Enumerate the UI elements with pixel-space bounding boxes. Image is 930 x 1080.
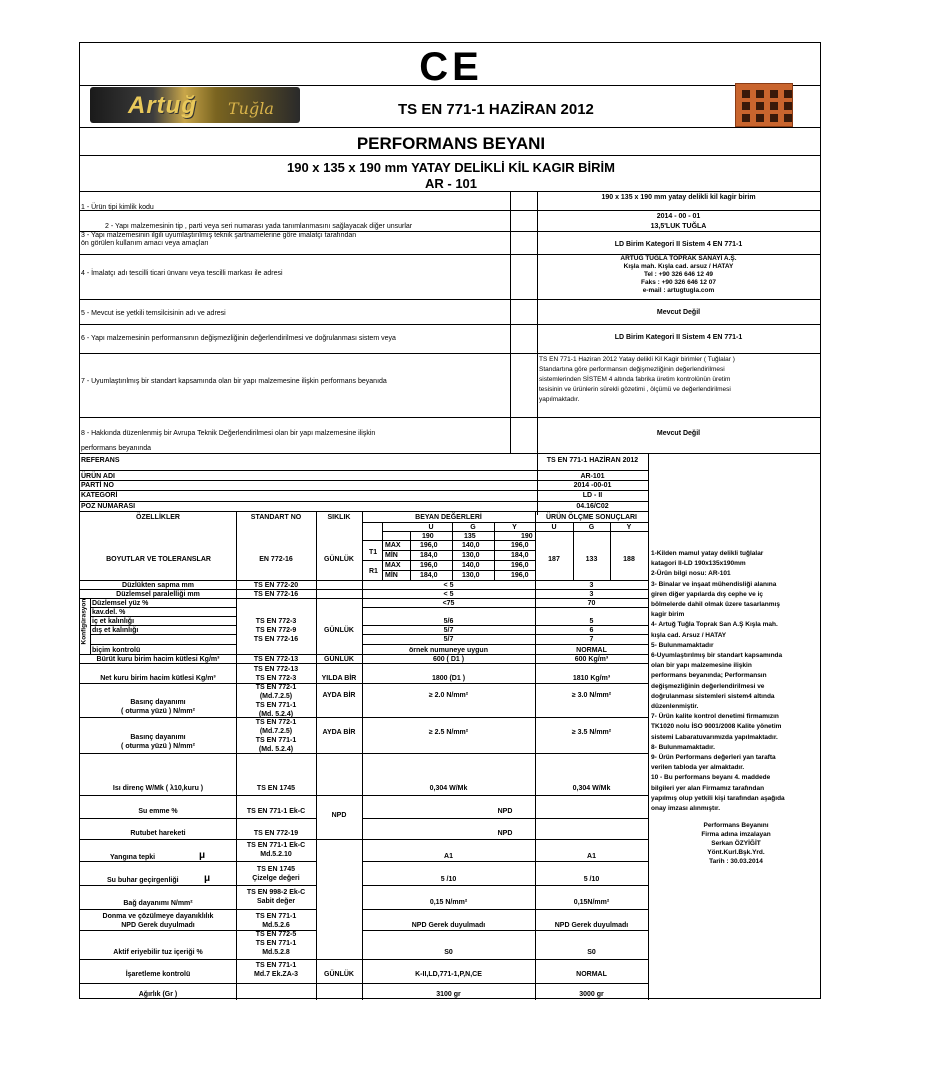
konf-std-line: TS EN 772-3: [255, 618, 297, 625]
page-title: PERFORMANS BEYANI: [356, 134, 546, 153]
item-1-value: 190 x 135 x 190 mm yatay delikli kil kagir birim: [601, 194, 756, 201]
donma-std1: TS EN 771-1: [255, 913, 297, 920]
logo-sub: Tuğla: [228, 99, 274, 118]
note-line: olan bir yapı malzemesine ilişkin: [651, 662, 752, 670]
t1-label: T1: [369, 549, 378, 556]
notes: [651, 549, 821, 814]
note-line: 4- Artuğ Tuğla Toprak San A.Ş Kışla mah.: [651, 621, 778, 629]
tuz-std: [236, 930, 316, 957]
konf-label: Düzlemsel yüz %: [92, 600, 149, 607]
t1-min-u: 184,0: [420, 552, 438, 559]
standard-title: TS EN 771-1 HAZİRAN 2012: [398, 101, 594, 118]
isi-std: TS EN 1745: [256, 785, 296, 792]
r1-max-u: 196,0: [420, 562, 438, 569]
isaret-olcum: NORMAL: [576, 971, 607, 978]
bag-std2: Sabit değer: [256, 898, 296, 905]
isaret-freq: GÜNLÜK: [324, 971, 354, 978]
konf-olcum: 70: [587, 600, 596, 607]
yangin-std2: Md.5.2.10: [260, 851, 292, 858]
item-7-line: tesisinin ve ürünlerin sürekli gözetimi , ölçümü ve değerlendirilmesi: [539, 386, 731, 393]
col-y: Y: [626, 524, 632, 531]
brut-beyan: 600 ( D1 ): [432, 656, 465, 663]
isaret-label: İşaretleme kontrolü: [125, 971, 191, 978]
nominal-y: 190: [521, 533, 533, 540]
basinc2-std-line: (Md.7.2.5): [259, 728, 293, 735]
ref-value: 2014 -00-01: [573, 482, 612, 489]
rutubet-beyan: NPD: [497, 830, 513, 837]
basinc1-std: [236, 683, 316, 719]
signature-line: Firma adına imzalayan: [701, 831, 771, 838]
agirlik-label: Ağırlık (Gr ): [138, 991, 178, 998]
note-line: doğrulanması sistemleri sistem4 altında: [651, 692, 775, 700]
bag-std1: TS EN 998-2 Ek-C: [246, 889, 306, 896]
konf-beyan: örnek numuneye uygun: [409, 647, 488, 654]
net-beyan: 1800 (D1 ): [431, 675, 466, 682]
address-line: e-mail : artugtugla.com: [642, 287, 715, 294]
isaret-std1: TS EN 771-1: [255, 962, 297, 969]
t1-max-label: MAX: [385, 542, 401, 549]
paralel-olcum: 3: [589, 591, 594, 598]
mu-icon: μ: [199, 850, 206, 861]
r1-min-label: MİN: [385, 572, 398, 579]
address-line: Kışla mah. Kışla cad. arsuz / HATAY: [623, 263, 734, 270]
brut-olcum: 600 Kg/m³: [574, 656, 609, 663]
item-5-label: 5 - Mevcut ise yetkili temsilcisinin adı ve adresi: [81, 310, 226, 317]
note-line: bölmelerde dahil olmak üzere tasarlanmış: [651, 601, 780, 609]
signature-line: Performans Beyanını: [703, 822, 769, 829]
address-line: Tel : +90 326 646 12 49: [643, 271, 714, 278]
item-7-line: yapılmaktadır.: [539, 396, 580, 403]
tuz-std-line: TS EN 771-1: [255, 940, 297, 947]
su-freq: NPD: [331, 812, 347, 819]
t1-max-g: 140,0: [462, 542, 480, 549]
donma-label1: Donma ve çözülmeye dayanıklılık: [102, 913, 214, 920]
basinc1-beyan: ≥ 2.0 N/mm²: [428, 692, 469, 699]
konf-beyan: 5/6: [443, 618, 454, 625]
basinc1-std-line: TS EN 772-1: [255, 684, 297, 691]
item-3-label1: 3 - Yapı malzemesinin ilgili uyumlaştırılmış teknik şartnamelerine göre imalatçı tarafından: [81, 232, 357, 239]
yangin-std1: TS EN 771-1 Ek-C: [246, 842, 306, 849]
basinc2-beyan: ≥ 2.5 N/mm²: [428, 729, 469, 736]
note-line: verilen tabloda yer almaktadır.: [651, 764, 745, 772]
buhar-olcum: 5 /10: [583, 876, 600, 883]
isaret-beyan: K-II,LD,771-1,P,N,CE: [415, 971, 482, 978]
basinc1-label1: Basınç dayanımı: [130, 699, 186, 706]
item-7-line: sistemlerinden SİSTEM 4 altında fabrika üretim kontrolünün üretim: [539, 376, 731, 383]
konf-olcum: 6: [589, 627, 594, 634]
item-2-label: 2 - Yapı malzemesinin tip , parti veya seri numarası yada tanımlanmasını sağlayacak diğer unsurlar: [105, 223, 413, 230]
konf-freq: GÜNLÜK: [324, 627, 354, 634]
basinc1-olcum: ≥ 3.0 N/mm²: [571, 692, 612, 699]
brut-label: Bürüt kuru birim hacim kütlesi Kg/m³: [96, 656, 220, 663]
basinc2-label1: Basınç dayanımı: [130, 734, 186, 741]
basinc2-olcum: ≥ 3.5 N/mm²: [571, 729, 612, 736]
basinc1-label2: ( oturma yüzü ) N/mm²: [121, 708, 195, 715]
item-3-label2: ön görülen kullanım amacı veya amaçları: [81, 240, 209, 247]
konf-olcum: NORMAL: [576, 647, 607, 654]
isi-beyan: 0,304 W/Mk: [429, 785, 468, 792]
item-8-label1: 8 - Hakkında düzenlenmiş bir Avrupa Teknik Değerlendirilmesi olan bir yapı malzemesine ilişkin: [81, 430, 376, 437]
buhar-std2: Çizelge değeri: [252, 875, 300, 882]
agirlik-olcum: 3000 gr: [579, 991, 604, 998]
bag-beyan: 0,15 N/mm²: [429, 899, 468, 906]
note-line: kagir birim: [651, 611, 685, 619]
konf-olcum: 7: [589, 636, 594, 643]
konf-beyan: <75: [442, 600, 455, 607]
konf-std-line: TS EN 772-16: [253, 636, 299, 643]
basinc2-label2: ( oturma yüzü ) N/mm²: [121, 743, 195, 750]
note-line: değişmezliğinin değerlendirilmesi ve: [651, 682, 765, 690]
tuz-std-line: TS EN 772-5: [255, 931, 297, 938]
note-line: performans beyanında; Performansın: [651, 672, 767, 680]
item-7-label: 7 - Uyumlaştırılmış bir standart kapsamında olan bir yapı malzemesine ilişkin performans beyanıda: [81, 378, 387, 385]
basinc1-freq: AYDA BİR: [322, 692, 356, 699]
note-line: 2-Ürün bilgi nosu: AR-101: [651, 570, 731, 578]
konf-label: kav.del. %: [92, 609, 126, 616]
company-logo: [90, 87, 300, 123]
bag-olcum: 0,15N/mm²: [573, 899, 610, 906]
header-ozellik: ÖZELLİKLER: [136, 514, 180, 521]
logo-brand: Artuğ: [128, 92, 197, 119]
basinc1-std-line: (Md.7.2.5): [259, 693, 293, 700]
dims-label: BOYUTLAR VE TOLERANSLAR: [106, 556, 211, 563]
t1-min-label: MİN: [385, 552, 398, 559]
item-6-label: 6 - Yapı malzemesinin performansının değişmezliğinin değerlendirilmesi ve doğrulanması sistem veya: [81, 335, 396, 342]
rutubet-std: TS EN 772-19: [253, 830, 299, 837]
basinc2-label: [80, 733, 236, 751]
r1-max-label: MAX: [385, 562, 401, 569]
signature-line: Tarih : 30.03.2014: [709, 858, 763, 865]
ref-value: 04.16/C02: [576, 503, 609, 510]
konf-title: Konfigürasyon: [80, 598, 88, 645]
konf-std: [236, 617, 316, 644]
brick-image: [735, 83, 793, 127]
ref-value: LD - II: [582, 492, 603, 499]
note-line: katagori II-LD 190x135x190mm: [651, 560, 746, 568]
address-line: ARTUĞ TUĞLA TOPRAK SANAYİ A.Ş.: [620, 255, 737, 262]
brut-freq: GÜNLÜK: [324, 656, 354, 663]
note-line: TK1020 nolu İSO 9001/2008 Kalite yönetim: [651, 723, 782, 731]
ref-label: KATEGORİ: [81, 492, 118, 499]
product-title: [80, 160, 822, 192]
note-line: 6-Uyumlaştırılmış bir standart kapsamında: [651, 652, 783, 660]
item-7-value: [539, 355, 819, 405]
konf-beyan: 5/7: [443, 636, 454, 643]
konf-olcum: 5: [589, 618, 594, 625]
dims-std: EN 772-16: [259, 556, 293, 563]
ce-mark: CE: [419, 45, 483, 89]
su-beyan: NPD: [497, 808, 513, 815]
note-line: kışla cad. Arsuz / HATAY: [651, 631, 727, 639]
ref-label: REFERANS: [81, 457, 120, 464]
r1-label: R1: [369, 568, 378, 575]
measured-u: 187: [548, 556, 560, 563]
tuz-label: Aktif eriyebilir tuz içeriği %: [113, 949, 203, 956]
item-7-line: TS EN 771-1 Haziran 2012 Yatay delikli Kil Kagir birimler ( Tuğlalar ): [539, 356, 735, 363]
ref-label: PARTİ NO: [81, 482, 114, 489]
note-line: yapılmış olup yetkili kişi tarafından aşağıda: [651, 794, 785, 802]
header-beyan: BEYAN DEĞERLERİ: [415, 514, 482, 521]
t1-min-y: 184,0: [511, 552, 529, 559]
bag-label: Bağ dayanımı N/mm²: [123, 900, 193, 907]
konf-std-line: TS EN 772-9: [255, 627, 297, 634]
yangin-olcum: A1: [587, 853, 596, 860]
product-line2: AR - 101: [424, 176, 478, 191]
r1-min-u: 184,0: [420, 572, 438, 579]
basinc1-label: [80, 698, 236, 716]
item-4-label: 4 - İmalatçı adı tescilli ticari ünvanı veya tescilli markası ile adresi: [81, 270, 283, 277]
ref-value: AR-101: [580, 473, 605, 480]
col-g: G: [588, 524, 595, 531]
note-line: 7- Ürün kalite kontrol denetimi firmamızın: [651, 713, 779, 721]
item-2-value1: 2014 - 00 - 01: [656, 213, 701, 220]
tuz-olcum: S0: [587, 949, 596, 956]
rutubet-label: Rutubet hareketi: [130, 830, 186, 837]
konf-label: dış et kalınlığı: [92, 627, 139, 634]
note-line: 10 - Bu performans beyanı 4. maddede: [651, 774, 771, 782]
t1-min-g: 130,0: [462, 552, 480, 559]
note-line: 1-Kilden mamul yatay delikli tuğlalar: [651, 550, 764, 557]
tuz-std-line: Md.5.2.8: [262, 949, 290, 956]
header-siklik: SIKLIK: [327, 514, 351, 521]
declaration-document: [79, 42, 821, 999]
r1-min-y: 196,0: [511, 572, 529, 579]
basinc2-std: [236, 718, 316, 754]
header-olcum: ÜRÜN ÖLÇME SONUÇLARI: [546, 514, 637, 521]
col-u: U: [428, 524, 434, 531]
note-line: sistemi Labaratuvarımızda yapılmaktadır.: [651, 733, 778, 741]
buhar-std1: TS EN 1745: [256, 866, 296, 873]
r1-min-g: 130,0: [462, 572, 480, 579]
net-freq: YILDA BİR: [321, 675, 357, 682]
su-std: TS EN 771-1 Ek-C: [246, 808, 306, 815]
col-u: U: [551, 524, 557, 531]
nominal-u: 190: [422, 533, 434, 540]
duzluk-std: TS EN 772-20: [253, 582, 299, 589]
item-5-value: Mevcut Değil: [656, 309, 701, 316]
net-std2: TS EN 772-3: [255, 675, 297, 682]
konf-label: iç et kalınlığı: [92, 618, 135, 625]
duzluk-label: Düzlükten sapma mm: [122, 582, 194, 589]
yangin-label: Yangına tepki: [110, 854, 156, 861]
item-4-address: [537, 255, 820, 295]
isi-olcum: 0,304 W/Mk: [572, 785, 611, 792]
note-line: bilgileri yer alan Firmamız tarafından: [651, 784, 765, 792]
buhar-label: Su buhar geçirgenliği: [107, 877, 179, 884]
konf-beyan: 5/7: [443, 627, 454, 634]
su-label: Su emme %: [138, 808, 178, 815]
konf-label: biçim kontrolü: [92, 647, 141, 654]
ref-label: POZ NUMARASI: [81, 503, 136, 510]
paralel-std: TS EN 772-16: [253, 591, 299, 598]
header-standart: STANDART NO: [250, 514, 302, 521]
duzluk-beyan: < 5: [443, 582, 454, 589]
address-line: Faks : +90 326 646 12 07: [641, 279, 716, 286]
net-label: Net kuru birim hacim kütlesi Kg/m³: [100, 675, 216, 682]
col-y: Y: [512, 524, 517, 531]
r1-max-y: 196,0: [511, 562, 529, 569]
note-line: düzenlenmiştir.: [651, 703, 699, 711]
basinc2-std-line: (Md. 5.2.4): [258, 746, 294, 753]
dims-freq: GÜNLÜK: [324, 556, 354, 563]
basinc1-std-line: (Md. 5.2.4): [258, 711, 294, 718]
signature-line: Serkan ÖZYİĞİT: [711, 840, 761, 847]
tuz-beyan: S0: [444, 949, 453, 956]
ref-value: TS EN 771-1 HAZİRAN 2012: [546, 457, 639, 464]
buhar-beyan: 5 /10: [440, 876, 457, 883]
net-std1: TS EN 772-13: [253, 666, 299, 673]
measured-g: 133: [585, 556, 598, 563]
donma-label: [80, 912, 236, 930]
donma-beyan: NPD Gerek duyulmadı: [411, 922, 486, 929]
item-2-value2: 13,5'LUK TUĞLA: [650, 223, 707, 230]
duzluk-olcum: 3: [589, 582, 594, 589]
yangin-beyan: A1: [444, 853, 453, 860]
item-6-value: LD Birim Kategori II Sistem 4 EN 771-1: [614, 334, 743, 341]
brut-std: TS EN 772-13: [253, 656, 299, 663]
signature-line: Yönt.Kurl.Bşk.Yrd.: [707, 849, 765, 856]
r1-max-g: 140,0: [462, 562, 480, 569]
isi-label: Isı direnç W/Mk ( λ10,kuru ): [112, 785, 204, 792]
basinc1-std-line: TS EN 771-1: [255, 702, 297, 709]
item-1-label: 1 - Ürün tipi kimlik kodu: [81, 204, 154, 211]
col-g: G: [470, 524, 476, 531]
t1-max-u: 196,0: [420, 542, 438, 549]
item-7-line: Standartına göre performansın değişmezliğinin değerlendirilmesi: [539, 366, 725, 373]
basinc2-std-line: TS EN 772-1: [255, 719, 297, 726]
signature-block: [651, 821, 821, 866]
mu-icon: μ: [204, 873, 211, 884]
paralel-beyan: < 5: [443, 591, 454, 598]
product-line1: 190 x 135 x 190 mm YATAY DELİKLİ KİL KAGIR BİRİM: [286, 160, 615, 175]
agirlik-beyan: 3100 gr: [436, 991, 461, 998]
note-line: giren diğer yapılarda dış cephe ve iç: [651, 590, 763, 598]
item-3-value: LD Birim Kategori II Sistem 4 EN 771-1: [614, 241, 743, 248]
item-8-value: Mevcut Değil: [656, 430, 701, 437]
note-line: 5- Bulunmamaktadır: [651, 641, 714, 649]
note-line: 9- Ürün Performans değerleri yan tarafta: [651, 754, 776, 762]
measured-y: 188: [623, 556, 635, 563]
basinc2-std-line: TS EN 771-1: [255, 737, 297, 744]
t1-max-y: 196,0: [511, 542, 529, 549]
note-line: 8- Bulunmamaktadır.: [651, 743, 715, 751]
donma-label2: NPD Gerek duyulmadı: [121, 922, 195, 929]
isaret-std2: Md.7 Ek.ZA-3: [254, 971, 298, 978]
nominal-g: 135: [464, 533, 476, 540]
note-line: 3- Binalar ve inşaat mühendisliği alanına: [651, 580, 777, 588]
donma-olcum: NPD Gerek duyulmadı: [554, 922, 629, 929]
donma-std2: Md.5.2.6: [262, 922, 290, 929]
net-olcum: 1810 Kg/m³: [572, 675, 611, 682]
note-line: onay imzası alınmıştır.: [651, 805, 720, 813]
paralel-label: Düzlemsel paralelliği mm: [116, 591, 200, 598]
ref-label: ÜRÜN ADI: [81, 473, 115, 480]
item-8-label2: performans beyanında: [81, 445, 152, 452]
basinc2-freq: AYDA BİR: [322, 729, 356, 736]
